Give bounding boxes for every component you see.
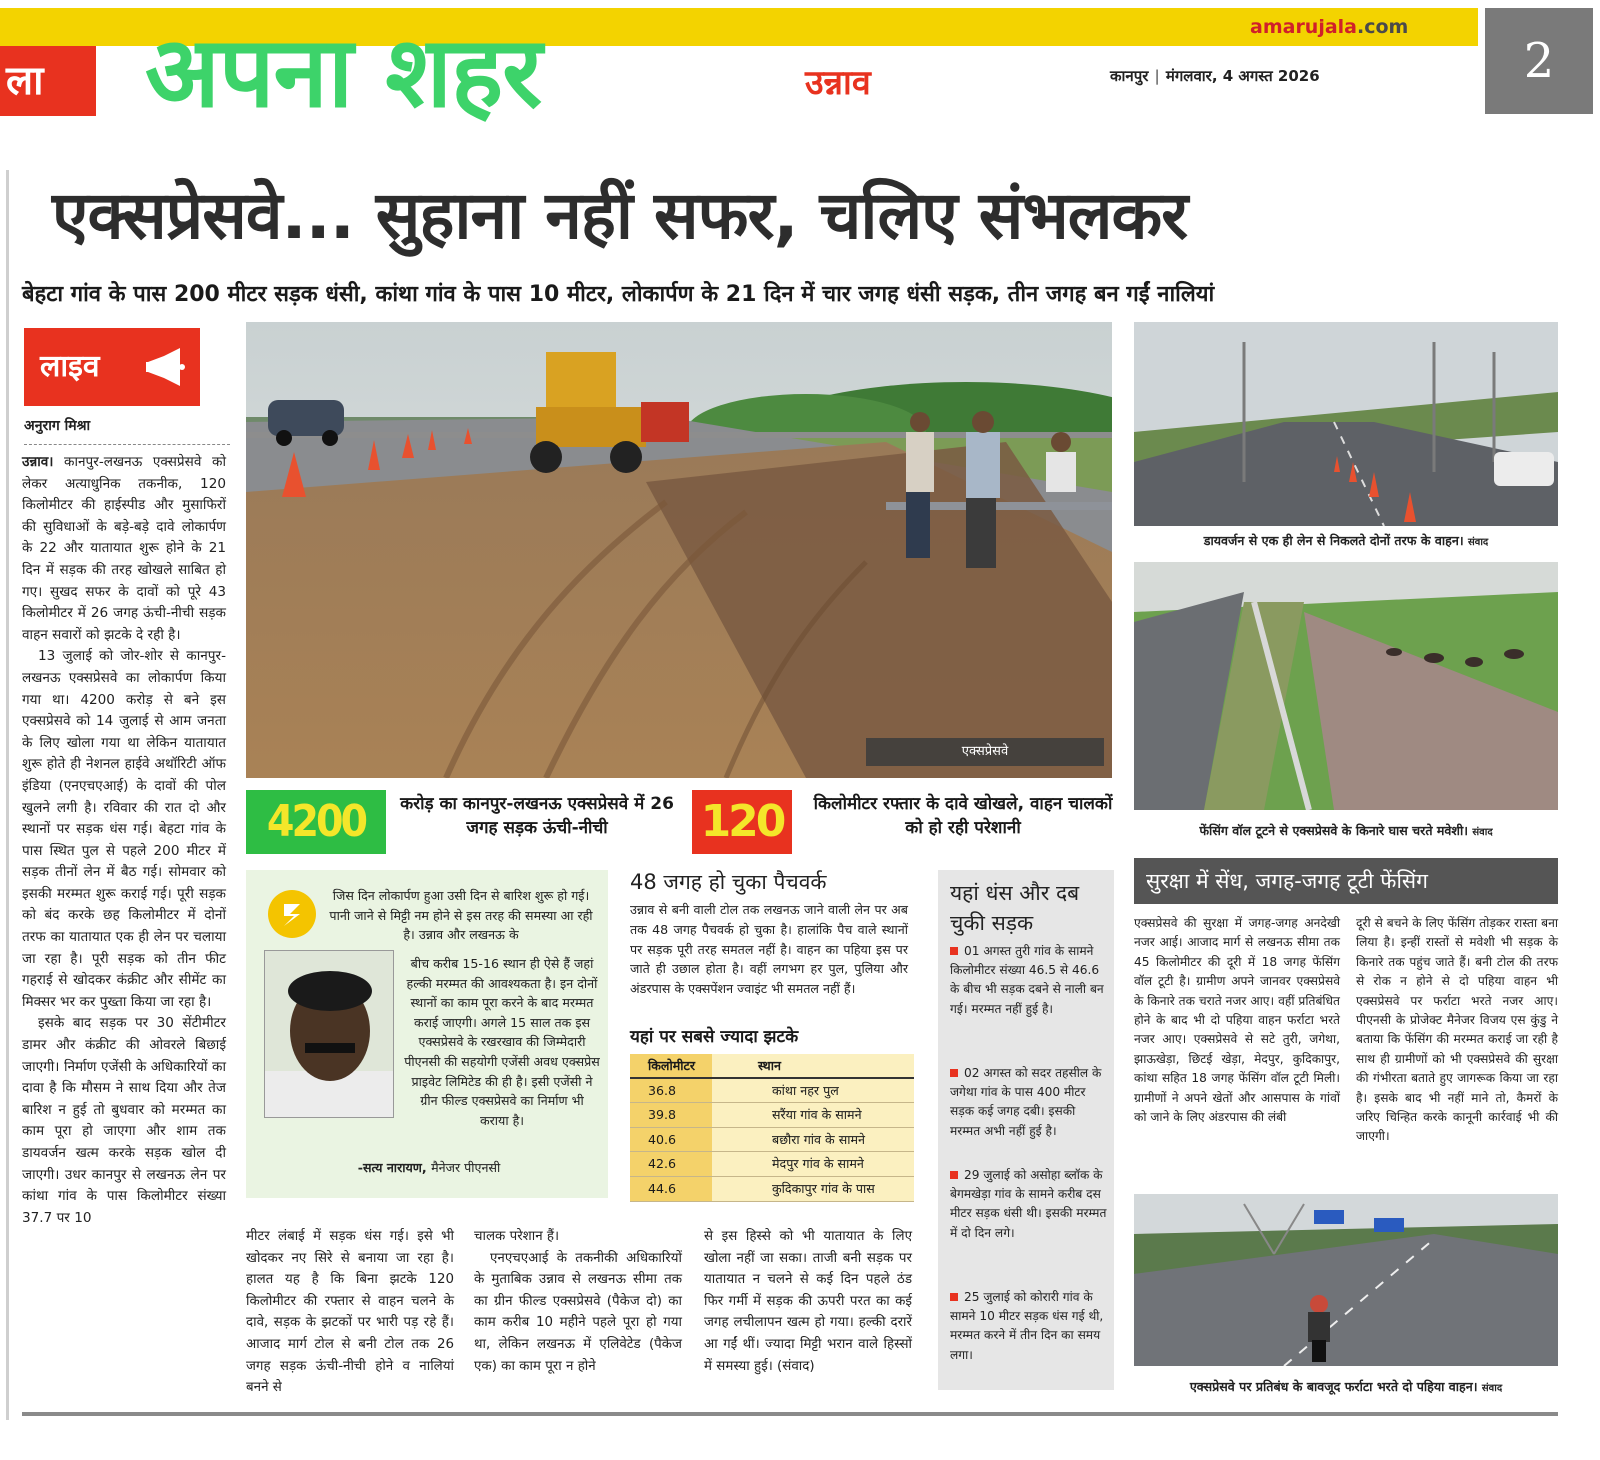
byline: अनुराग मिश्रा [24, 418, 91, 434]
caption-top-right-text: डायवर्जन से एक ही लेन से निकलते दोनों तरफ के वाहन। [1203, 533, 1464, 548]
quote-box [246, 870, 608, 1198]
left-margin-rule [6, 170, 9, 1420]
table-cell-km: 39.8 [630, 1103, 712, 1127]
fencing-column-1: एक्सप्रेसवे की सुरक्षा में जगह-जगह अनदेखी नजर आई। आजाद मार्ग से लखनऊ सीमा तक 45 किलोमीटर की दूरी में 18 जगह फेंसिंग वॉल टूटी है। ग्रामीण अपने जानवर एक्सप्रेसवे के किनारे तक चराते नजर आए। वहीं प्रतिबंधित होने के बाद भी दो पहिया वाहन फर्राटा भरते नजर आए। एक्सप्रेसवे से सटे तुरी, जगेथा, झाऊखेड़ा, छिटई खेड़ा, मेदपुर, कुदिकापुर, कांथा सहित 18 जगह फेंसिंग वॉल टूटी मिली। ग्रामीणों ने अपने खेतों और आसपास के गांवों को जाने के लिए अंडरपास की लंबी [1134, 916, 1340, 1125]
caption-bottom-right-text: एक्सप्रेसवे पर प्रतिबंध के बावजूद फर्राटा भरते दो पहिया वाहन। [1189, 1379, 1478, 1394]
patchwork-heading: 48 जगह हो चुका पैचवर्क [630, 870, 827, 894]
live-badge [24, 328, 200, 406]
site-link[interactable] [1250, 16, 1408, 38]
sink-list-item [950, 942, 1108, 1019]
caption-top-right [1134, 532, 1558, 549]
district-name: उन्नाव [805, 63, 871, 103]
main-photo-label: एक्सप्रेसवे [866, 738, 1104, 766]
caption-middle-right-credit: संवाद [1472, 827, 1493, 838]
table-row [630, 1152, 914, 1177]
table-cell-place: कुदिकापुर गांव के पास [772, 1180, 875, 1196]
lead-paragraph-2: 13 जुलाई को जोर-शोर से कानपुर-लखनऊ एक्सप्रेसवे का लोकार्पण किया गया था। 4200 करोड़ से बने इस एक्सप्रेसवे को 14 जुलाई से आम जनता के लिए खोला गया था लेकिन यातायात शुरू होते ही नेशनल हाईवे अथॉरिटी ऑफ इंडिया (एनएचएआई) के दावों की पोल खुलने लगी है। रविवार की रात दो और स्थानों पर सड़क धंस गई। बेहटा गांव के पास स्थित पुल से पहले 200 मीटर में सड़क तीनों लेन में बैठ गई। सोमवार को इसकी मरम्मत शुरू कराई गई। पूरी सड़क को बंद करके छह किलोमीटर में दोनों तरफ का यातायात एक ही लेन पर चलाया जा रहा है। पूरी सड़क को तीन फीट गहराई से खोदकर कंक्रीट और सीमेंट का मिक्सर भर कर पुख्ता किया जा रहा है। [22, 648, 226, 1010]
table-row [630, 1103, 914, 1128]
lead-continuation-1: मीटर लंबाई में सड़क धंस गई। इसे भी खोदकर नए सिरे से बनाया जा रहा है। हालत यह है कि बिना झटके 120 किलोमीटर की रफ्तार से वाहन चलने के दावे, सड़क के झटकों पर भारी पड़ रहे हैं। आजाद मार्ग टोल से बनी टोल तक 26 जगह सड़क ऊंची-नीची होने व नालियां बनने से [246, 1229, 454, 1396]
sink-item-text: 02 अगस्त को सदर तहसील के जगेथा गांव के पास 400 मीटर सड़क कई जगह दबी। इसकी मरम्मत अभी नहीं हुई है। [950, 1066, 1102, 1138]
sink-list-heading [950, 878, 1079, 938]
jolts-table [630, 1054, 914, 1202]
bullet-icon [950, 1171, 958, 1179]
bullet-icon [950, 1293, 958, 1301]
lead-continuation-2 [474, 1226, 682, 1377]
quote-text-top: जिस दिन लोकार्पण हुआ उसी दिन से बारिश शुरू हो गई। पानी जाने से मिट्टी नम होने से इस तरह की समस्या आ रही है। उन्नाव और लखनऊ के [329, 888, 593, 943]
stat-4200-text: करोड़ का कानपुर-लखनऊ एक्सप्रेसवे में 26 जगह सड़क ऊंची-नीची [400, 794, 674, 838]
dateline-place: उन्नाव। [22, 454, 54, 470]
lead-article-column [22, 452, 226, 1229]
page-number: 2 [1485, 8, 1593, 114]
caption-bottom-right [1134, 1378, 1558, 1395]
quote-attribution [254, 1158, 604, 1178]
sink-list-box [938, 870, 1114, 1390]
photo-diversion [1134, 322, 1558, 526]
stat-4200-value: 4200 [246, 790, 386, 854]
table-row [630, 1079, 914, 1104]
table-header-km: किलोमीटर [630, 1054, 712, 1077]
masthead-title: अपना शहर [145, 16, 542, 130]
table-header-place: स्थान [758, 1058, 781, 1073]
sink-list-item [950, 1064, 1108, 1141]
caption-bottom-right-credit: संवाद [1481, 1383, 1503, 1394]
photo-two-wheeler [1134, 1194, 1558, 1366]
issue-date: मंगलवार, 4 अगस्त 2026 [1165, 67, 1320, 85]
stat-120-text: किलोमीटर रफ्तार के दावे खोखले, वाहन चालकों को हो रही परेशानी [813, 794, 1113, 838]
sink-heading-line-1: यहां धंस और दब [950, 881, 1080, 905]
lead-text-1: कानपुर-लखनऊ एक्सप्रेसवे को लेकर अत्याधुनिक तकनीक, 120 किलोमीटर की हाईस्पीड और मुसाफिरों की सुविधाओं के बड़े-बड़े दावे लोकार्पण के 22 और यातायात शुरू होने के 21 दिन में सड़क की तरह खोखले साबित हो गए। सुखद सफर के दावों को पूरे 43 किलोमीटर में 26 जगह ऊंची-नीची सड़क वाहन सवारों को झटके दे रही है। [22, 454, 226, 643]
sink-list-item [950, 1288, 1108, 1365]
sink-item-text: 29 जुलाई को असोहा ब्लॉक के बेगमखेड़ा गांव के सामने करीब दस मीटर सड़क धंसी थी। इसकी मरम्मत में दो दिन लगे। [950, 1168, 1107, 1240]
caption-middle-right-text: फेंसिंग वॉल टूटने से एक्सप्रेसवे के किनारे घास चरते मवेशी। [1199, 823, 1469, 838]
lead-paragraph-3: इसके बाद सड़क पर 30 सेंटीमीटर डामर और कंक्रीट की ओवरले बिछाई जाएगी। निर्माण एजेंसी के अधिकारियों का दावा है कि मौसम ने साथ दिया और तेज बारिश न हुई तो बुधवार को मरम्मत का काम पूरा हो जाएगा और शाम तक डायवर्जन खत्म करके सड़क खोल दी जाएगी। उधर कानपुर से लखनऊ लेन पर कांथा गांव के पास किलोमीटर संख्या 37.7 पर 10 [22, 1015, 226, 1226]
site-tld: .com [1357, 16, 1409, 38]
city-name: कानपुर [1110, 67, 1149, 85]
stat-120-value: 120 [692, 790, 792, 854]
quote-text-side: बीच करीब 15-16 स्थान ही ऐसे हैं जहां हल्की मरम्मत की आवश्यकता है। इन दोनों स्थानों का काम पूरा करने के बाद मरम्मत कराई जाएगी। अगले 15 साल तक इस एक्सप्रेसवे के रखरखाव की जिम्मेदारी पीएनसी की सहयोगी एजेंसी अवध एक्सप्रेस प्राइवेट लिमिटेड की ही है। इसी एजेंसी ने ग्रीन फील्ड एक्सप्रेसवे का निर्माण भी कराया है। [404, 956, 600, 1128]
table-cell-km: 40.6 [630, 1128, 712, 1152]
sink-list-item [950, 1166, 1108, 1243]
lead-continuation-3: से इस हिस्से को भी यातायात के लिए खोला नहीं जा सका। ताजी बनी सड़क पर यातायात न चलने से कई दिन पहले ठंड फिर गर्मी में सड़क की ऊपरी परत का कई जगह लचीलापन खत्म हो गया। हल्की दरारें आ गईं थीं। ज्यादा मिट्टी भरान वाले हिस्सों में समस्या हुई। (संवाद) [704, 1229, 912, 1374]
byline-divider [24, 444, 230, 445]
table-cell-km: 42.6 [630, 1152, 712, 1176]
table-cell-place: बछौरा गांव के सामने [772, 1131, 866, 1147]
table-cell-place: मेदपुर गांव के सामने [772, 1156, 864, 1172]
lead-continuation-2b: एनएचएआई के तकनीकी अधिकारियों के मुताबिक उन्नाव से लखनऊ सीमा तक का ग्रीन फील्ड एक्सप्रेसवे (पैकेज दो) का काम करीब 10 महीने पहले पूरा हो गया था, लेकिन लखनऊ में एलिवेटेड (पैकेज एक) का काम पूरा न होने [474, 1250, 682, 1374]
dateline: कानपुर | मंगलवार, 4 अगस्त 2026 [1110, 67, 1320, 85]
sink-heading-line-2: चुकी सड़क [950, 911, 1034, 935]
portrait-photo [264, 950, 394, 1118]
sink-item-text: 25 जुलाई को कोरारी गांव के सामने 10 मीटर सड़क धंस गई थी, मरम्मत करने में तीन दिन का समय लगा। [950, 1290, 1104, 1362]
lead-paragraph-1 [22, 452, 226, 646]
main-headline: एक्सप्रेसवे... सुहाना नहीं सफर, चलिए संभलकर [52, 177, 1188, 254]
page-bottom-rule [22, 1412, 1558, 1416]
bullet-icon [950, 947, 958, 955]
main-photo-road-repair [246, 322, 1112, 778]
table-row [630, 1177, 914, 1202]
sub-headline: बेहटा गांव के पास 200 मीटर सड़क धंसी, कांथा गांव के पास 10 मीटर, लोकार्पण के 21 दिन में चार जगह धंसी सड़क, तीन जगह बन गईं नालियां [22, 282, 1215, 307]
caption-middle-right [1134, 822, 1558, 839]
sink-item-text: 01 अगस्त तुरी गांव के सामने किलोमीटर संख्या 46.5 से 46.6 के बीच भी सड़क दबने से नाली बन गई। मरम्मत नहीं हुई है। [950, 944, 1104, 1016]
quote-author: -सत्य नारायण, [357, 1160, 427, 1175]
caption-top-right-credit: संवाद [1468, 537, 1489, 548]
live-label: लाइव [40, 349, 100, 384]
patchwork-body: उन्नाव से बनी वाली टोल तक लखनऊ जाने वाली लेन पर अब तक 48 जगह पैचवर्क हो चुका है। हालांकि पैच वाले स्थानों पर सड़क पूरी तरह समतल नहीं है। वाहन का पहिया इस पर जाते ही उछाल होता है। वहीं लगभग हर पुल, पुलिया और अंडरपास के एक्सपेंशन ज्वाइंट भी समतल नहीं हैं। [630, 902, 908, 997]
photo-cattle-grazing [1134, 562, 1558, 810]
bullet-icon [950, 1069, 958, 1077]
lead-continuation-2a: चालक परेशान हैं। [474, 1229, 560, 1244]
jolts-table-heading: यहां पर सबसे ज्यादा झटके [630, 1027, 799, 1047]
table-cell-place: सरैंया गांव के सामने [772, 1107, 862, 1123]
table-row [630, 1128, 914, 1153]
megaphone-icon [144, 346, 186, 388]
table-cell-km: 36.8 [630, 1079, 712, 1103]
fencing-heading-band: सुरक्षा में सेंध, जगह-जगह टूटी फेंसिंग [1134, 858, 1558, 904]
fencing-column-2: दूरी से बचने के लिए फेंसिंग तोड़कर रास्ता बना लिया है। इन्हीं रास्तों से मवेशी भी सड़क के किनारे तक पहुंच जाते हैं। बनी टोल की तरफ से रोक न होने से दो पहिया वाहन भी एक्सप्रेसवे पर फर्राटा भरते नजर आए। पीएनसी के प्रोजेक्ट मैनेजर विजय एस कुंडु ने बताया कि फेंसिंग की मरम्मत कराई जा रही है साथ ही ग्रामीणों को भी एक्सप्रेसवे की सुरक्षा की गंभीरता बताते हुए जागरूक किया जा रहा है। इसके बाद भी नहीं माने तो, कैमरों के जरिए चिन्हित करके कानूनी कार्रवाई भी की जाएगी। [1356, 916, 1558, 1144]
quote-designation: मैनेजर पीएनसी [431, 1160, 501, 1175]
table-cell-km: 44.6 [630, 1177, 712, 1201]
site-name: amarujala [1250, 16, 1358, 38]
quote-logo-icon [268, 890, 316, 938]
table-cell-place: कांथा नहर पुल [772, 1082, 839, 1098]
table-header-row [630, 1054, 914, 1079]
masthead-left-tag: ला [0, 46, 96, 116]
